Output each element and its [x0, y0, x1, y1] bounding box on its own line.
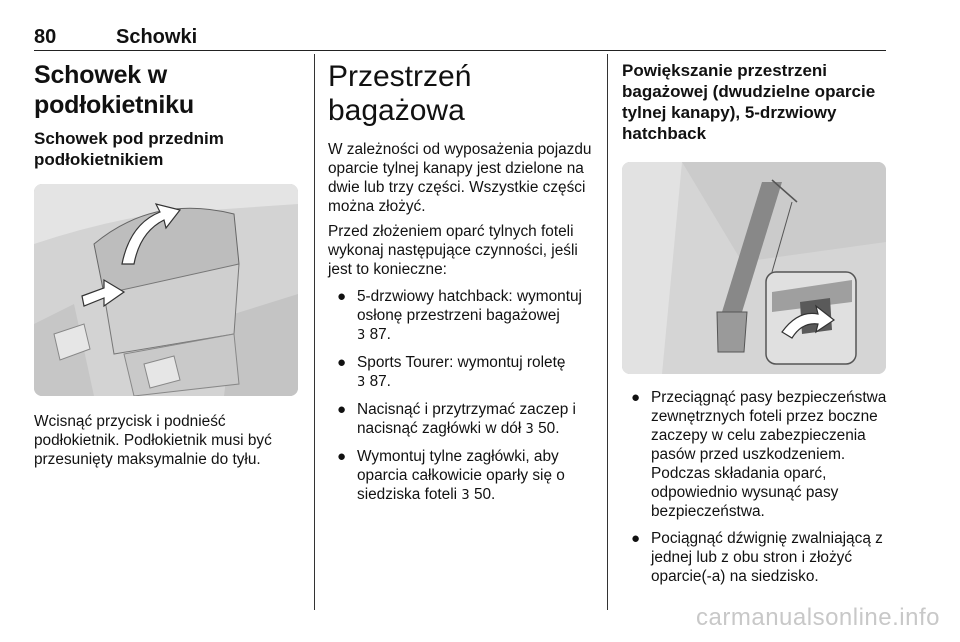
- bullet-dot-icon: ●: [631, 530, 641, 547]
- column-divider: [314, 54, 315, 610]
- page-ref: 50.: [473, 486, 496, 503]
- seatbelt-illustration: [622, 162, 886, 374]
- page-ref-arrow-icon: 3: [357, 328, 366, 343]
- section-heading: Schowek w podłokietniku: [34, 61, 194, 119]
- column-armrest: [34, 60, 300, 469]
- subsection-heading: Powiększanie przestrzeni bagażowej (dwudzielne oparcie tylnej kanapy), 5-drzwiowy hatchback: [622, 61, 876, 143]
- list-item: ● 5-drzwiowy hatchback: wymontuj osłonę przestrzeni bagażowej 3 87.: [337, 288, 582, 343]
- page-number: 80: [34, 26, 57, 48]
- fold-steps-list: [622, 388, 888, 586]
- list-item: ● Nacisnąć i przytrzymać zaczep i nacisnąć zagłówki w dół 3 50.: [337, 401, 576, 437]
- preparation-list: [328, 287, 594, 505]
- subsection-heading: Schowek pod przednim podłokietnikiem: [34, 129, 224, 169]
- bullet-dot-icon: ●: [337, 354, 347, 371]
- page-ref: 87.: [369, 373, 391, 390]
- watermark: carmanualsonline.info: [696, 604, 940, 631]
- column-divider: [607, 54, 608, 610]
- bullet-dot-icon: ●: [631, 389, 641, 406]
- running-section-title: Schowki: [116, 26, 198, 48]
- section-heading: Przestrzeń bagażowa: [328, 60, 472, 127]
- armrest-caption: Wcisnąć przycisk i podnieść podłokietnik. Podłokietnik musi być przesunięty maksymalnie do tyłu.: [34, 413, 272, 468]
- list-item: ● Przeciągnąć pasy bezpieczeństwa zewnętrznych foteli przez boczne zaczepy w celu zabezpieczenia pasów przed uszkodzeniem. Podczas składania oparć, odpowiednio wysunąć pasy bezpieczeństwa.: [631, 389, 887, 520]
- page-ref: 50.: [538, 420, 560, 437]
- bullet-dot-icon: ●: [337, 401, 347, 418]
- list-item: ● Pociągnąć dźwignię zwalniającą z jednej lub z obu stron i złożyć oparcie(-a) na siedzisko.: [631, 530, 883, 585]
- page-ref-arrow-icon: 3: [461, 488, 470, 503]
- intro-paragraph: W zależności od wyposażenia pojazdu oparcie tylnej kanapy jest dzielone na dwie lub trzy części. Wszystkie części można złożyć.: [328, 141, 592, 215]
- list-item: ● Sports Tourer: wymontuj roletę 3 87.: [337, 354, 566, 390]
- bullet-dot-icon: ●: [337, 288, 347, 305]
- instruction-paragraph: Przed złożeniem oparć tylnych foteli wykonaj następujące czynności, jeśli jest to konieczne:: [328, 223, 578, 278]
- page-ref-arrow-icon: 3: [525, 422, 534, 437]
- page-ref: 87.: [369, 326, 391, 343]
- page-header: [34, 24, 886, 51]
- page-ref-arrow-icon: 3: [357, 375, 366, 390]
- armrest-illustration: [34, 184, 298, 396]
- list-item: ● Wymontuj tylne zagłówki, aby oparcia całkowicie oparły się o siedziska foteli 3 50.: [337, 448, 565, 503]
- column-luggage: [328, 60, 594, 505]
- column-fold-seats: [622, 60, 888, 586]
- bullet-dot-icon: ●: [337, 448, 347, 465]
